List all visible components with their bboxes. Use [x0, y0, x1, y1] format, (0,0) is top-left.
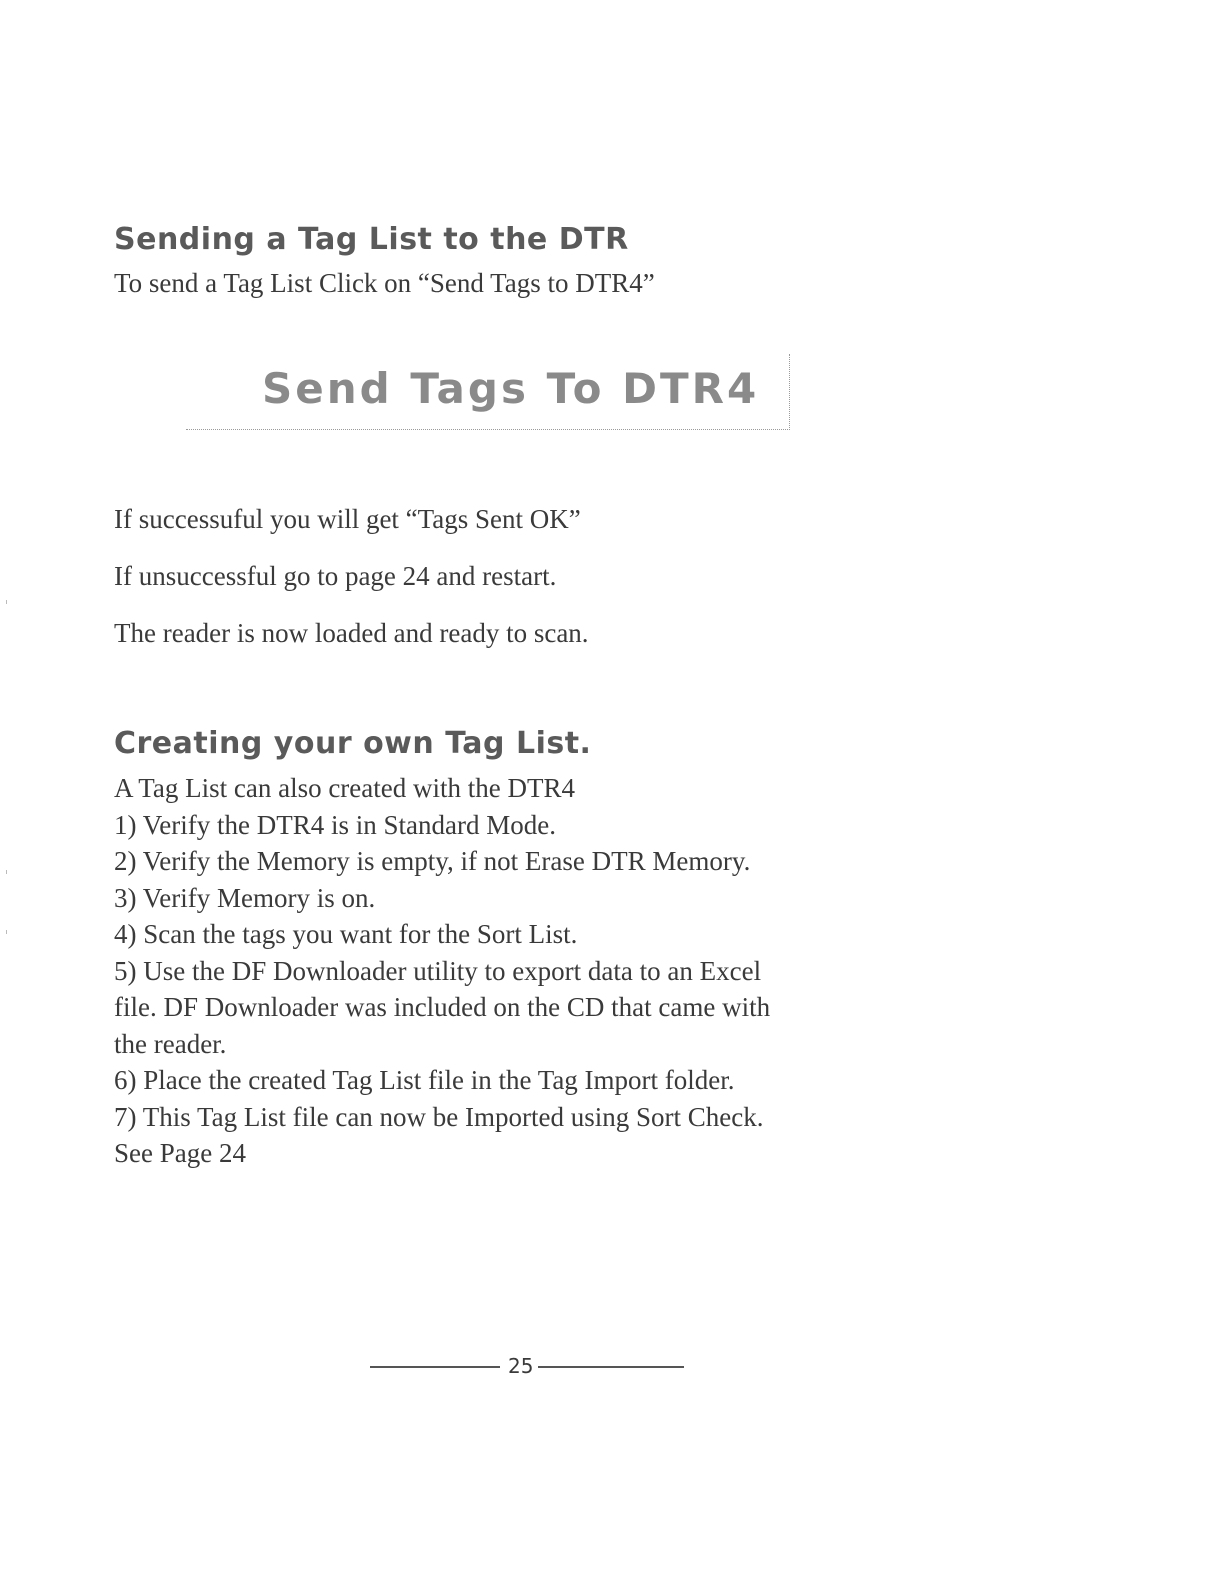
send-tags-button-label: Send Tags To DTR4 [262, 364, 760, 413]
footer-rule-left [370, 1366, 500, 1368]
list-item: A Tag List can also created with the DTR4 [114, 773, 575, 803]
ready-message: The reader is now loaded and ready to scan. [114, 618, 589, 648]
list-item: 6) Place the created Tag List file in the Tag Import folder. [114, 1065, 735, 1095]
scan-mark [6, 600, 7, 604]
list-item: 1) Verify the DTR4 is in Standard Mode. [114, 809, 556, 840]
creating-instructions [114, 770, 914, 1172]
success-message: If successuful you will get “Tags Sent OK” [114, 504, 581, 534]
list-item: the reader. [114, 1028, 227, 1059]
scan-mark [6, 930, 7, 934]
list-item: 5) Use the DF Downloader utility to export data to an Excel [114, 955, 762, 986]
list-item: 2) Verify the Memory is empty, if not Erase DTR Memory. [114, 846, 751, 876]
failure-message: If unsuccessful go to page 24 and restart. [114, 561, 557, 591]
footer-rule-right [538, 1366, 684, 1368]
send-tags-button[interactable] [186, 354, 790, 430]
page-number: 25 [508, 1354, 534, 1378]
list-item: 3) Verify Memory is on. [114, 882, 376, 913]
list-item: file. DF Downloader was included on the CD that came with [114, 992, 771, 1022]
section-heading-sending: Sending a Tag List to the DTR [114, 222, 629, 257]
send-instructions: To send a Tag List Click on “Send Tags to DTR4” [114, 268, 655, 298]
list-item: 7) This Tag List file can now be Imported using Sort Check. [114, 1101, 764, 1132]
list-item: See Page 24 [114, 1138, 246, 1168]
section-heading-creating: Creating your own Tag List. [114, 726, 592, 761]
page-footer [370, 1354, 690, 1378]
list-item: 4) Scan the tags you want for the Sort List. [114, 919, 578, 949]
scan-mark [6, 870, 7, 874]
